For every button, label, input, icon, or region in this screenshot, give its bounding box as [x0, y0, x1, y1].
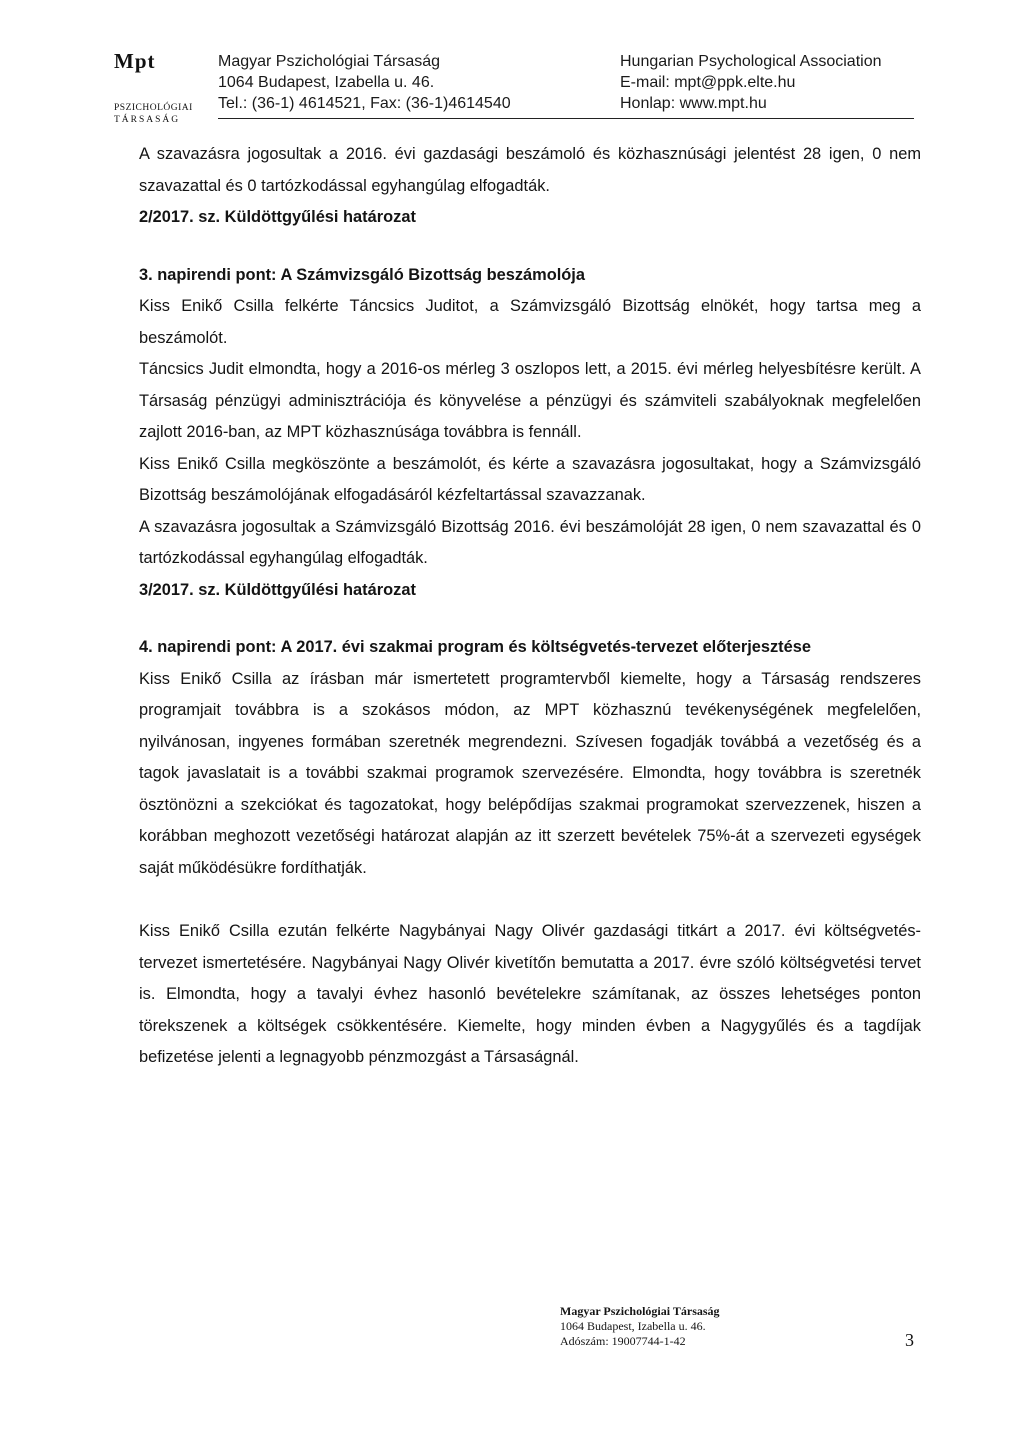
header-contact-left — [218, 51, 511, 114]
paragraph-vote-result-2: A szavazásra jogosultak a Számvizsgáló Bizottság 2016. évi beszámolóját 28 igen, 0 nem szavazattal és 0 tartózkodással egyhangúlag elfogadták. — [139, 517, 921, 567]
logo-mark: Mpt — [114, 49, 156, 73]
paragraph-vote-result-1: A szavazásra jogosultak a 2016. évi gazdasági beszámoló és közhasznúsági jelentést 28 igen, 0 nem szavazattal és 0 tartózkodással egyhangúlag elfogadták. — [139, 145, 921, 195]
org-name-en: Hungarian Psychological Association — [620, 53, 882, 70]
header-divider — [218, 118, 914, 119]
document-body — [139, 139, 921, 1074]
paragraph-audit-report: Táncsics Judit elmondta, hogy a 2016-os mérleg 3 oszlopos lett, a 2015. évi mérleg helyesbítésre került. A Társaság pénzügyi adminisztrációja és könyvelése a pénzügyi és számviteli szabályoknak megfelelően zajlott 2016-ban, az MPT közhasznúsága továbbra is fennáll. — [139, 360, 921, 441]
stamp-line-name: Magyar Pszichológiai Társaság — [560, 1304, 720, 1318]
org-address: 1064 Budapest, Izabella u. 46. — [218, 74, 435, 91]
org-phone-fax: Tel.: (36-1) 4614521, Fax: (36-1)4614540 — [218, 95, 511, 112]
stamp-line-address: 1064 Budapest, Izabella u. 46. — [560, 1319, 706, 1333]
header-contact-right — [620, 51, 881, 114]
paragraph-request-report: Kiss Enikő Csilla felkérte Táncsics Juditot, a Számvizsgáló Bizottság elnökét, hogy tartsa meg a beszámolót. — [139, 297, 921, 347]
resolution-2-2017: 2/2017. sz. Küldöttgyűlési határozat — [139, 208, 416, 226]
org-website: Honlap: www.mpt.hu — [620, 95, 767, 112]
logo-text-line2: TÁRSASÁG — [114, 115, 181, 125]
org-email: E-mail: mpt@ppk.elte.hu — [620, 74, 796, 91]
logo-text-line1: PSZICHOLÓGIAI — [114, 103, 193, 113]
org-name-hu: Magyar Pszichológiai Társaság — [218, 53, 441, 70]
paragraph-vote-request: Kiss Enikő Csilla megköszönte a beszámolót, és kérte a szavazásra jogosultakat, hogy a Számvizsgáló Bizottság beszámolójának elfogadásáról kézfeltartással szavazzanak. — [139, 454, 921, 504]
stamp-line-taxid: Adószám: 19007744-1-42 — [560, 1334, 686, 1348]
agenda-item-4-heading: 4. napirendi pont: A 2017. évi szakmai program és költségvetés-tervezet előterjesztése — [139, 638, 811, 656]
organization-stamp — [560, 1304, 780, 1349]
paragraph-budget-plan: Kiss Enikő Csilla ezután felkérte Nagybányai Nagy Olivér gazdasági titkárt a 2017. évi költségvetés-tervezet ismertetésére. Nagybányai Nagy Olivér kivetítőn bemutatta a 2017. évre szóló költségvetési tervet is. Elmondta, hogy a tavalyi évhez hasonló bevételekre számítanak, az összes lehetséges ponton törekszenek a költségek csökkentésére. Kiemelte, hogy minden évben a Nagygyűlés és a tagdíjak befizetése jelenti a legnagyobb pénzmozgást a Társaságnál. — [139, 922, 921, 1066]
agenda-item-3-heading: 3. napirendi pont: A Számvizsgáló Bizottság beszámolója — [139, 265, 585, 284]
mpt-logo — [114, 50, 196, 128]
paragraph-program-plan: Kiss Enikő Csilla az írásban már ismertetett programtervből kiemelte, hogy a Társaság rendszeres programjait továbbra is a szokásos módon, az MPT közhasznú tevékenységének megfelelően, nyilvánosan, ingyenes formában szeretnék megrendezni. Szívesen fogadják továbbá a vezetőség és a tagok javaslatait is a további szakmai programok szervezésére. Elmondta, hogy továbbra is szeretnék ösztönözni a szekciókat és tagozatokat, hogy belépődíjas szakmai programokat szervezzenek, hiszen a korábban meghozott vezetőségi határozat alapján az itt szerzett bevételek 75%-át a szervezeti egységek saját működésükre fordíthatják. — [139, 669, 921, 877]
page-number: 3 — [905, 1330, 914, 1350]
resolution-3-2017: 3/2017. sz. Küldöttgyűlési határozat — [139, 580, 416, 599]
